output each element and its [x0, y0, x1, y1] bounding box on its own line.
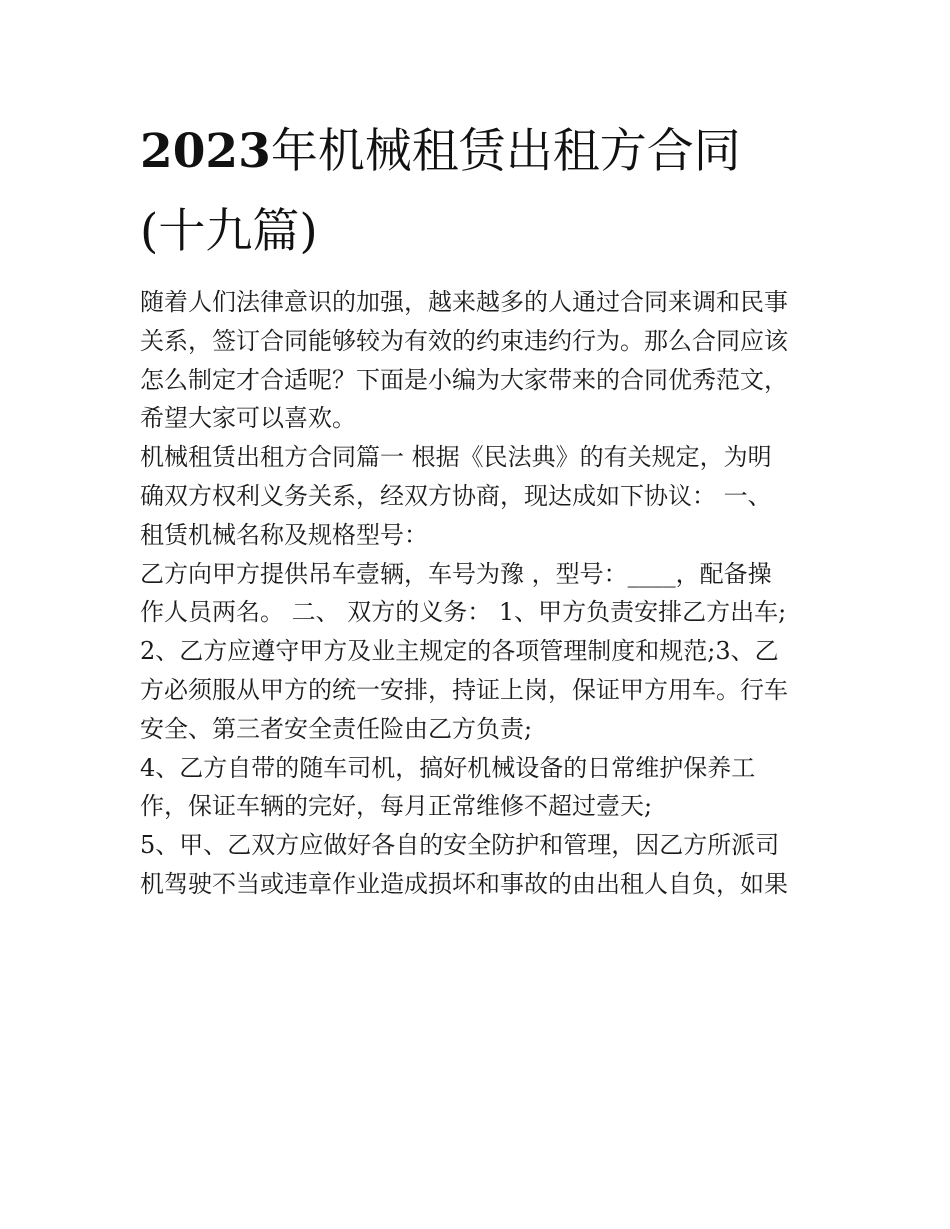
text-line: 租赁机械名称及规格型号：	[140, 520, 428, 549]
text-line: 希望大家可以喜欢。	[140, 404, 356, 433]
paragraph-intro	[140, 283, 830, 438]
text-line: 4、乙方自带的随车司机，搞好机械设备的日常维护保养工	[140, 753, 756, 782]
text-line: 机械租赁出租方合同篇一 根据《民法典》的有关规定，为明	[140, 443, 772, 472]
title-line-1	[140, 112, 820, 192]
paragraph-contract-one	[140, 438, 830, 554]
text-line: 作，保证车辆的完好，每月正常维修不超过壹天;	[140, 792, 653, 821]
text-line: 乙方向甲方提供吊车壹辆，车号为豫 ，型号：____，配备操	[140, 559, 772, 588]
paragraph-obligations	[140, 555, 830, 749]
paragraph-clause-5	[140, 826, 830, 904]
document-title	[140, 112, 820, 272]
paragraph-clause-4	[140, 749, 830, 827]
text-line: 安全、第三者安全责任险由乙方负责;	[140, 714, 533, 743]
text-line: 2、乙方应遵守甲方及业主规定的各项管理制度和规范;3、乙	[140, 637, 779, 666]
text-line: 机驾驶不当或违章作业造成损坏和事故的由出租人自负，如果	[140, 869, 788, 898]
text-line: 关系，签订合同能够较为有效的约束违约行为。那么合同应该	[140, 326, 788, 355]
title-line-2: (十九篇)	[140, 204, 318, 259]
text-line: 5、甲、乙双方应做好各自的安全防护和管理，因乙方所派司	[140, 831, 780, 860]
text-line: 随着人们法律意识的加强，越来越多的人通过合同来调和民事	[140, 288, 788, 316]
text-line: 方必须服从甲方的统一安排，持证上岗，保证甲方用车。行车	[140, 675, 788, 704]
title-year: 2023	[140, 124, 271, 179]
text-line: 作人员两名。 二、 双方的义务： 1、甲方负责安排乙方出车;	[140, 598, 787, 627]
text-line: 确双方权利义务关系，经双方协商，现达成如下协议： 一、	[140, 481, 772, 510]
document-body	[140, 283, 830, 904]
title-text: 年机械租赁出租方合同	[270, 124, 741, 179]
text-line: 怎么制定才合适呢？下面是小编为大家带来的合同优秀范文，	[140, 365, 788, 394]
